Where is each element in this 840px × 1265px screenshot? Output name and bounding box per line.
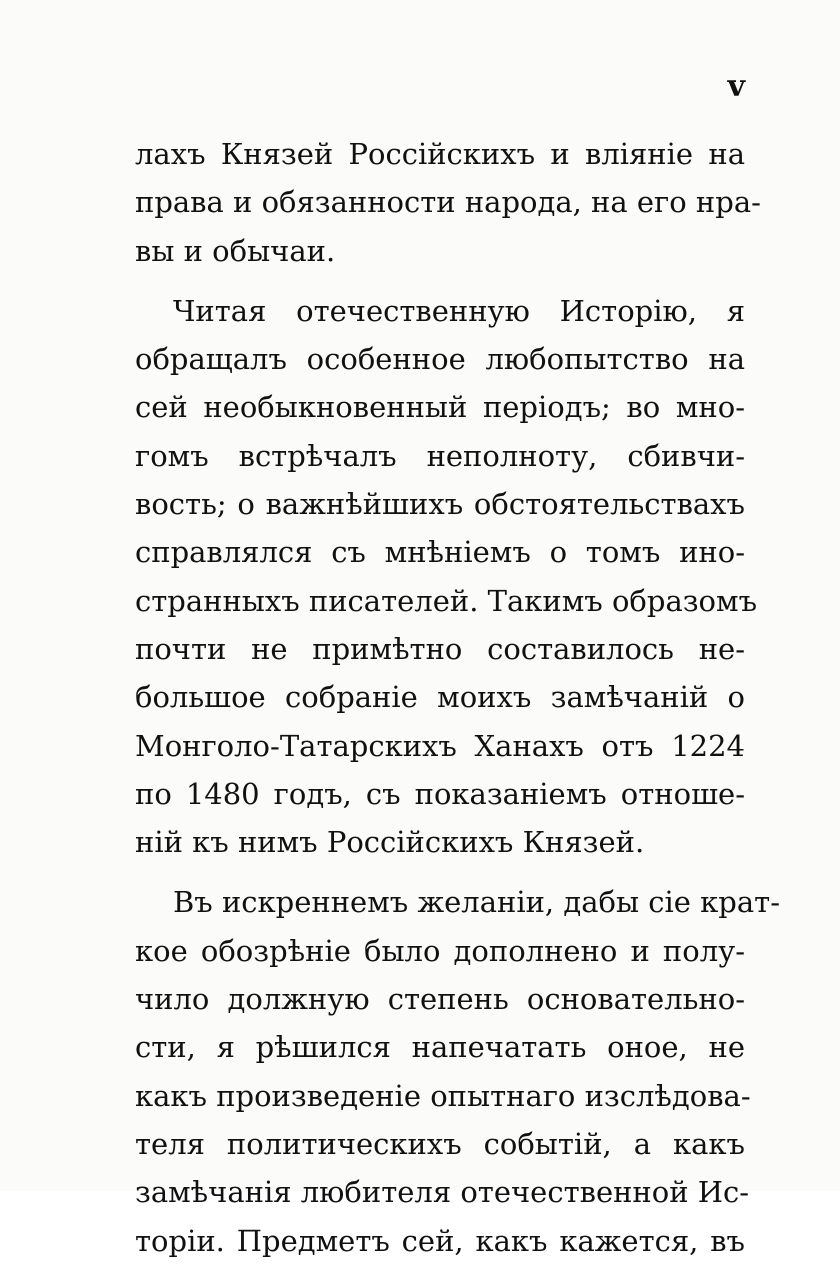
- paragraph: [135, 287, 758, 867]
- text-line: справлялся съ мнѣніемъ о томъ ино-: [135, 535, 745, 570]
- body-text: [135, 130, 780, 1265]
- text-line: сей необыкновенный періодъ; во мно-: [135, 390, 745, 425]
- text-line: замѣчанія любителя отечественной Ис-: [135, 1175, 750, 1210]
- text-line: большое собраніе моихъ замѣчаній о: [135, 680, 745, 715]
- text-line: по 1480 годъ, съ показаніемъ отноше-: [135, 776, 745, 811]
- text-line: теля политическихъ событій, а какъ: [135, 1126, 745, 1161]
- text-line: гомъ встрѣчалъ неполноту, сбивчи-: [135, 438, 745, 473]
- text-line: почти не примѣтно составилось не-: [135, 631, 745, 666]
- page-number: v: [727, 69, 745, 104]
- text-line: обращалъ особенное любопытство на: [135, 342, 745, 377]
- text-line: права и обязанности народа, на его нра-: [135, 185, 761, 220]
- text-line: лахъ Князей Россійскихъ и вліяніе на: [135, 137, 745, 171]
- text-line: вость; о важнѣйшихъ обстоятельствахъ: [135, 487, 745, 522]
- text-line: чило должную степень основательно-: [135, 982, 745, 1017]
- paragraph: [135, 130, 761, 275]
- text-line: ній къ нимъ Россійскихъ Князей.: [135, 825, 645, 860]
- text-line: Монголо-Татарскихъ Ханахъ отъ 1224: [135, 728, 745, 763]
- text-line: какъ произведеніе опытнаго изслѣдова-: [135, 1078, 751, 1113]
- text-line: кое обозрѣніе было дополнено и полу-: [135, 933, 745, 968]
- text-line: сти, я рѣшился напечатать оное, не: [135, 1030, 745, 1065]
- paragraph: [135, 878, 780, 1264]
- text-line: Въ искреннемъ желаніи, дабы сіе крат-: [173, 885, 780, 920]
- text-line: вы и обычаи.: [135, 233, 336, 268]
- text-line: торіи. Предметъ сей, какъ кажется, въ: [135, 1223, 745, 1258]
- text-line: Читая отечественную Исторію, я: [173, 293, 745, 328]
- text-line: странныхъ писателей. Такимъ образомъ: [135, 583, 758, 618]
